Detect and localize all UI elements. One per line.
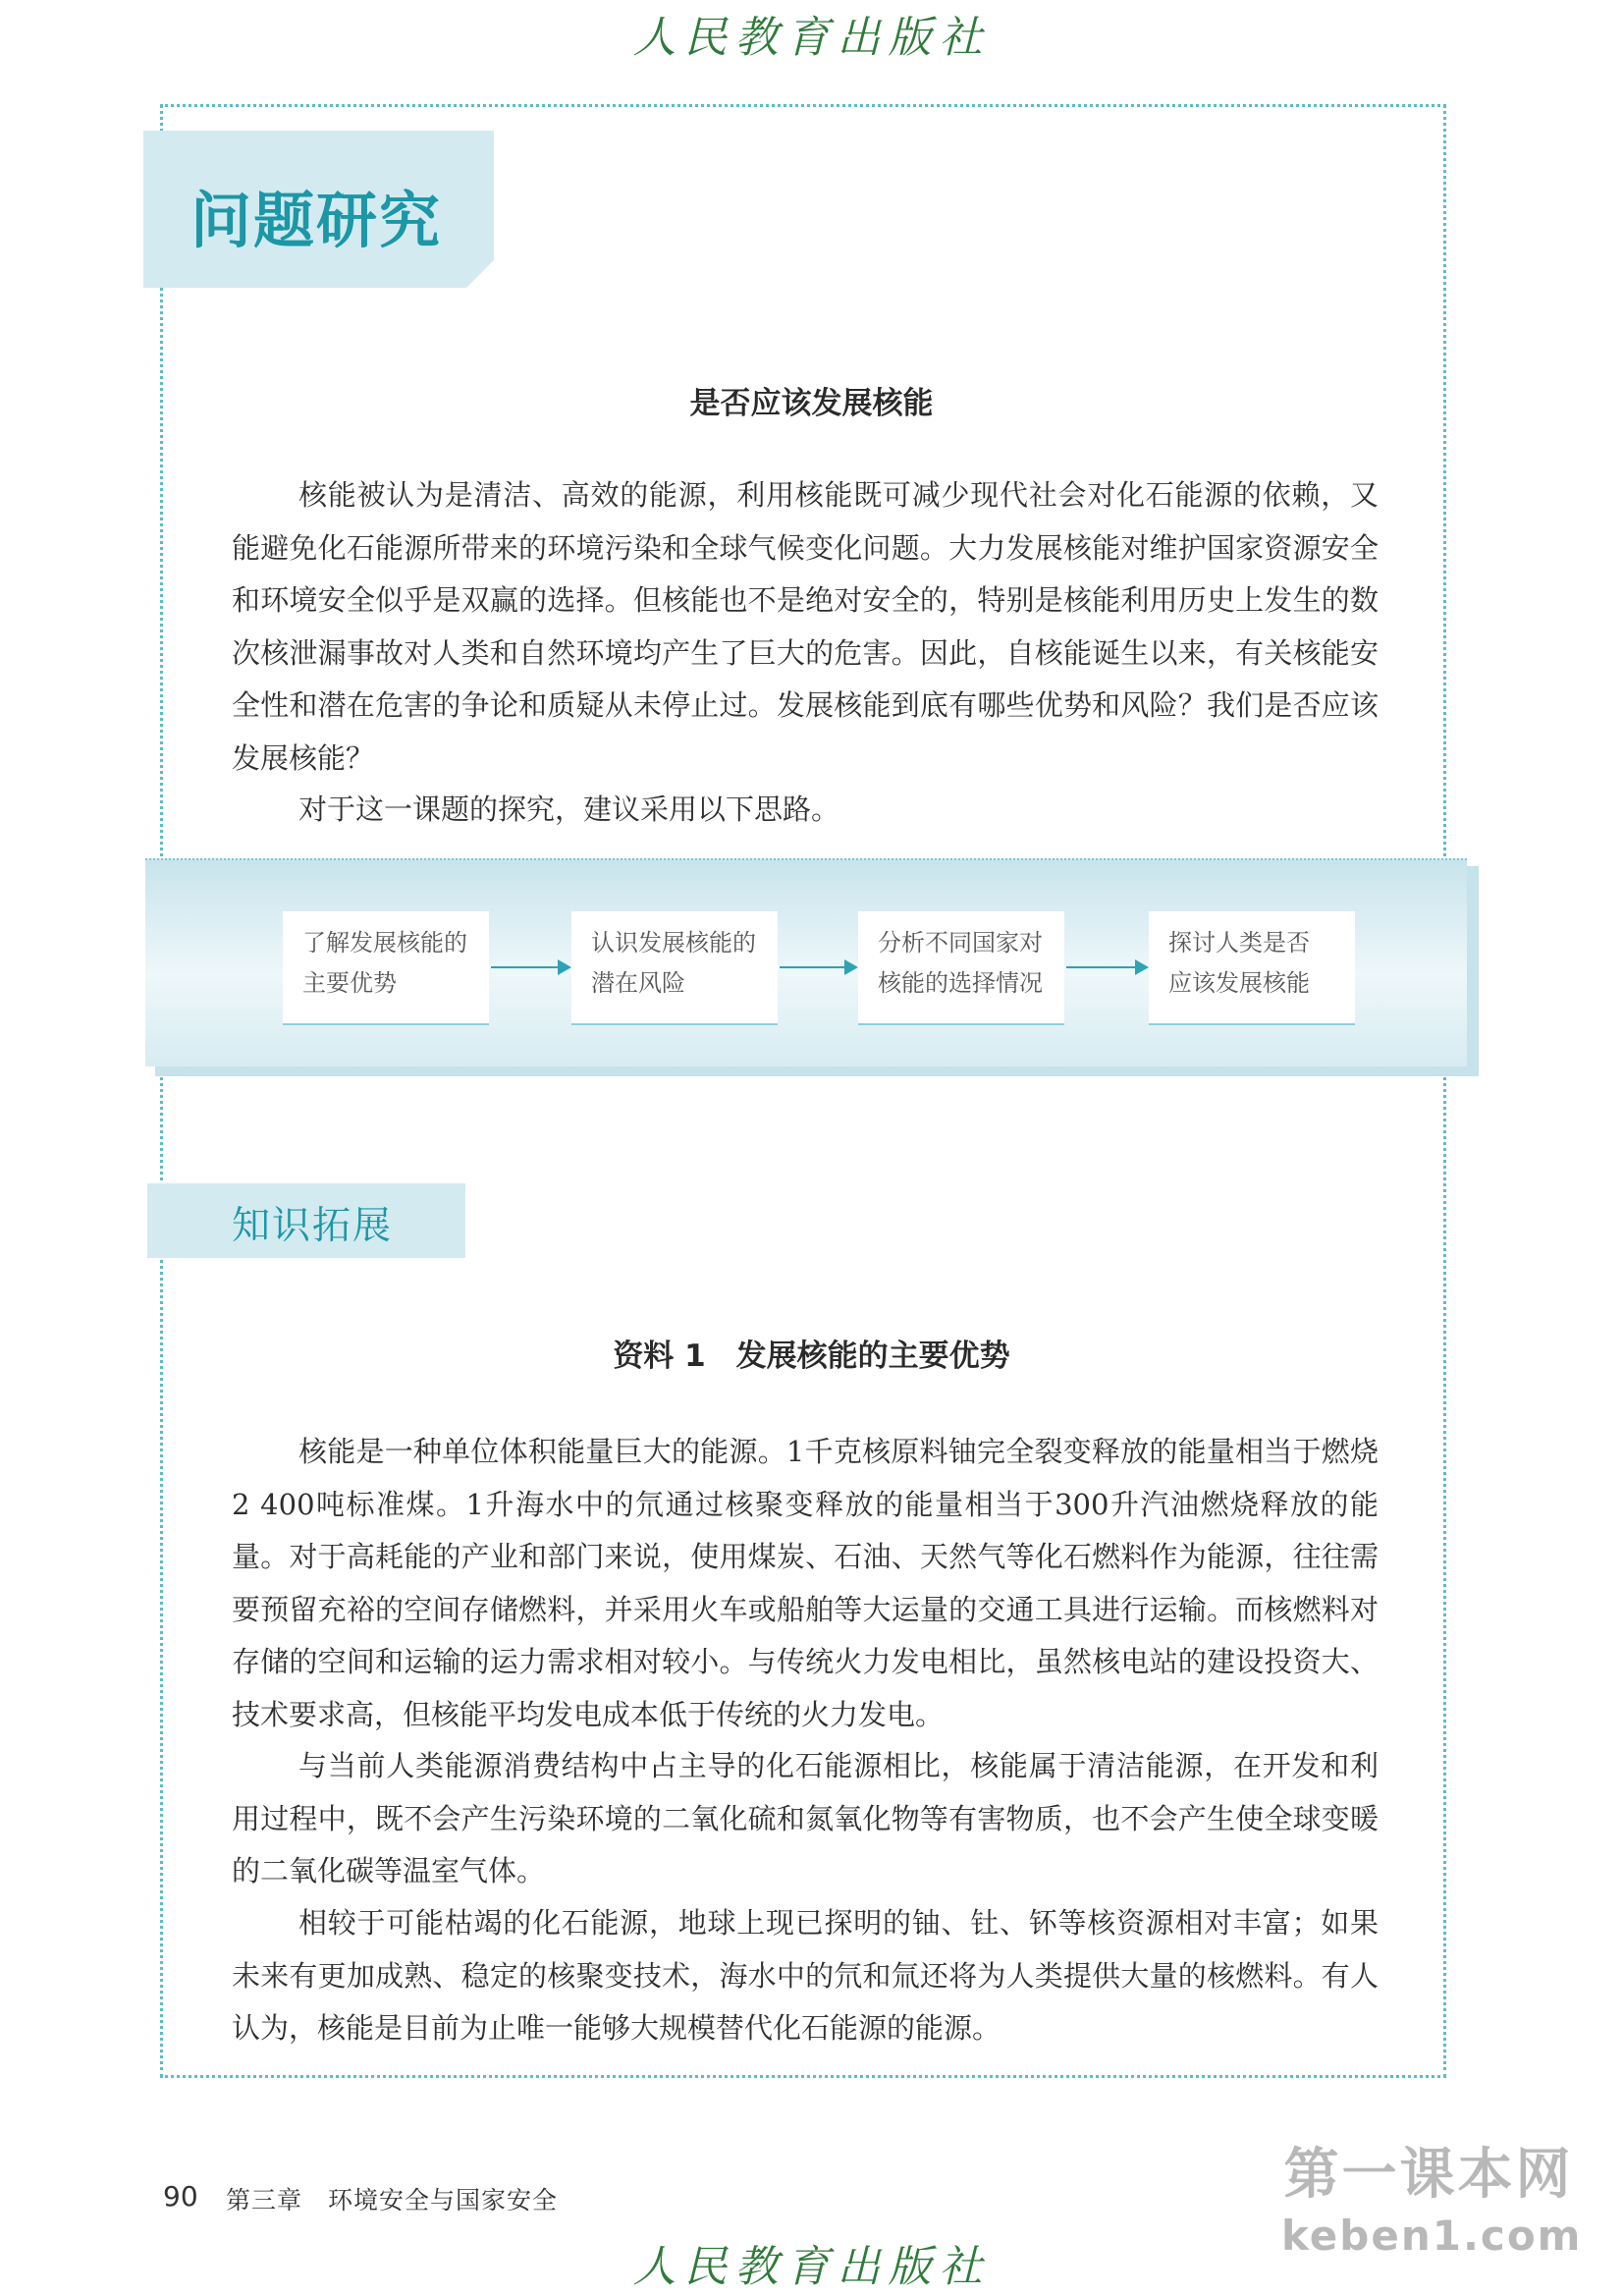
intro-paragraph-1: 核能被认为是清洁、高效的能源，利用核能既可减少现代社会对化石能源的依赖，又能避免化石能源所带来的环境污染和全球气候变化问题。大力发展核能对维护国家资源安全和环境安全似乎是双赢的选择。但核能也不是绝对安全的，特别是核能利用历史上发生的数次核泄漏事故对人类和自然环境均产生了巨大的危害。因此，自核能诞生以来，有关核能安全性和潜在危害的争论和质疑从未停止过。发展核能到底有哪些优势和风险？我们是否应该发展核能？ — [232, 478, 1379, 775]
flow-step-3 — [858, 911, 1064, 1025]
flow-step-2-line2: 潜在风险 — [591, 969, 685, 997]
research-title: 是否应该发展核能 — [689, 386, 934, 421]
page-number: 90 — [163, 2180, 198, 2213]
flow-step-4-line1: 探讨人类是否 — [1168, 929, 1310, 957]
flow-step-2-line1: 认识发展核能的 — [591, 929, 756, 957]
publisher-logo-bottom: 人民教育出版社 — [632, 2242, 991, 2292]
material-paragraph-1: 核能是一种单位体积能量巨大的能源。1千克核原料铀完全裂变释放的能量相当于燃烧2 400吨标准煤。1升海水中的氘通过核聚变释放的能量相当于300升汽油燃烧释放的能量。对于高耗能的产业和部门来说，使用煤炭、石油、天然气等化石燃料作为能源，往往需要预留充裕的空间存储燃料，并采用火车或船舶等大运量的交通工具进行运输。而核燃料对存储的空间和运输的运力需求相对较小。与传统火力发电相比，虽然核电站的建设投资大、技术要求高，但核能平均发电成本低于传统的火力发电。 — [232, 1435, 1379, 1731]
flow-step-4-line2: 应该发展核能 — [1168, 969, 1310, 997]
watermark-line-2: keben1.com — [1281, 2212, 1583, 2260]
section-heading: 问题研究 — [190, 185, 443, 256]
section-heading-tab — [143, 131, 494, 288]
watermark-line-1: 第一课本网 — [1283, 2143, 1574, 2207]
material-paragraph-2: 与当前人类能源消费结构中占主导的化石能源相比，核能属于清洁能源，在开发和利用过程中，既不会产生污染环境的二氧化硫和氮氧化物等有害物质，也不会产生使全球变暖的二氧化碳等温室气体。 — [232, 1749, 1379, 1887]
flow-step-1 — [283, 911, 489, 1025]
flow-step-3-line1: 分析不同国家对 — [878, 929, 1043, 957]
flow-step-4 — [1149, 911, 1355, 1025]
flow-arrow-2 — [780, 966, 856, 968]
flow-band — [145, 858, 1467, 1066]
publisher-logo-top: 人民教育出版社 — [632, 13, 991, 63]
intro-paragraph-2: 对于这一课题的探究，建议采用以下思路。 — [298, 793, 840, 826]
flow-arrow-1 — [491, 966, 569, 968]
research-flow-diagram — [145, 858, 1479, 1076]
knowledge-heading: 知识拓展 — [232, 1204, 394, 1248]
flow-step-1-line1: 了解发展核能的 — [302, 929, 467, 957]
chapter-label: 第三章 环境安全与国家安全 — [226, 2186, 559, 2214]
material-title: 资料 1 发展核能的主要优势 — [613, 1339, 1010, 1374]
material-paragraph-3: 相较于可能枯竭的化石能源，地球上现已探明的铀、钍、钚等核资源相对丰富；如果未来有更加成熟、稳定的核聚变技术，海水中的氘和氚还将为人类提供大量的核燃料。有人认为，核能是目前为止唯一能够大规模替代化石能源的能源。 — [232, 1906, 1379, 2045]
flow-step-2 — [571, 911, 778, 1025]
knowledge-heading-tab — [147, 1183, 465, 1258]
flow-arrow-3 — [1066, 966, 1147, 968]
flow-step-1-line2: 主要优势 — [302, 969, 397, 997]
flow-step-3-line2: 核能的选择情况 — [878, 969, 1043, 997]
